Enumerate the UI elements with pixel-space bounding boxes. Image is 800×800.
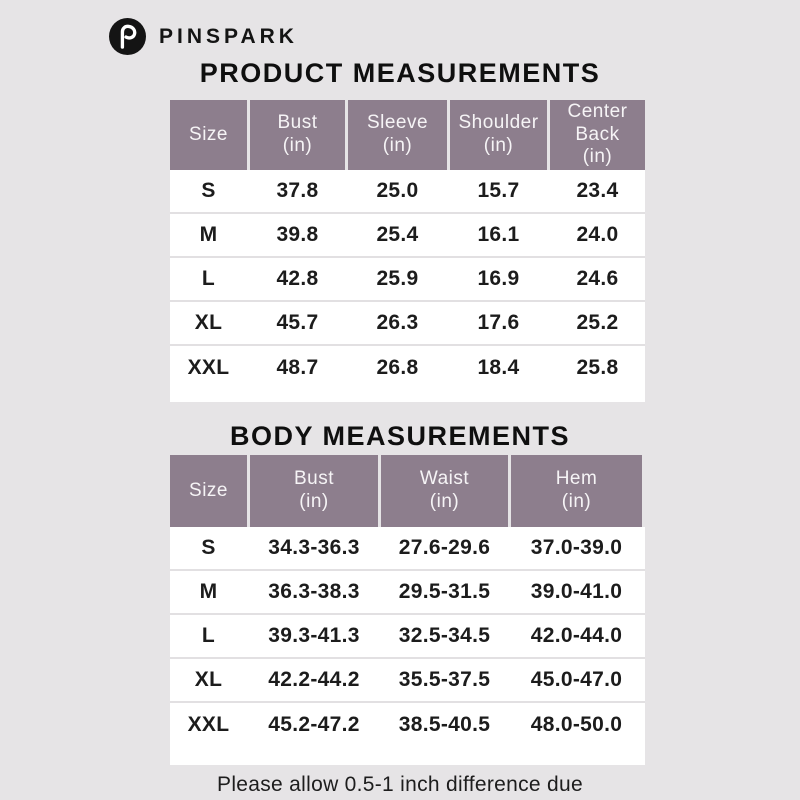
sleeve-cell: 25.4 — [376, 223, 419, 246]
column-header-sleeve: Sleeve (in) — [348, 100, 447, 170]
bust-range-cell: 42.2-44.2 — [268, 668, 360, 691]
bust-range-cell: 45.2-47.2 — [268, 713, 360, 736]
table-row — [170, 527, 645, 571]
center-back-cell: 23.4 — [576, 179, 619, 202]
size-cell: XL — [194, 668, 223, 691]
waist-range-cell: 35.5-37.5 — [398, 668, 491, 691]
size-cell: S — [201, 179, 216, 202]
center-back-cell: 24.6 — [576, 267, 619, 290]
body-measurements-table — [170, 455, 645, 765]
shoulder-cell: 15.7 — [477, 179, 520, 202]
sleeve-cell: 26.8 — [376, 356, 419, 379]
column-header-waist: Waist (in) — [381, 455, 508, 527]
waist-range-cell: 38.5-40.5 — [398, 713, 491, 736]
bust-cell: 42.8 — [276, 267, 319, 290]
size-cell: M — [199, 223, 218, 246]
table-body — [170, 527, 645, 765]
waist-range-cell: 29.5-31.5 — [398, 580, 491, 603]
brand-header — [109, 18, 298, 55]
size-cell: L — [201, 267, 216, 290]
center-back-cell: 25.8 — [576, 356, 619, 379]
table-row — [170, 302, 645, 346]
waist-range-cell: 27.6-29.6 — [398, 536, 491, 559]
size-cell: M — [199, 580, 218, 603]
column-header-bust: Bust (in) — [250, 100, 345, 170]
shoulder-cell: 16.1 — [477, 223, 520, 246]
size-cell: XXL — [187, 356, 230, 379]
table-header-row — [170, 100, 645, 170]
hem-range-cell: 39.0-41.0 — [530, 580, 623, 603]
sleeve-cell: 25.0 — [376, 179, 419, 202]
column-header-bust: Bust (in) — [250, 455, 378, 527]
size-cell: L — [201, 624, 216, 647]
table-row — [170, 214, 645, 258]
sleeve-cell: 26.3 — [376, 311, 419, 334]
table-body — [170, 170, 645, 402]
sleeve-cell: 25.9 — [376, 267, 419, 290]
bust-cell: 39.8 — [276, 223, 319, 246]
table-row — [170, 703, 645, 747]
hem-range-cell: 37.0-39.0 — [530, 536, 623, 559]
product-measurements-table — [170, 100, 645, 402]
bust-cell: 45.7 — [276, 311, 319, 334]
column-header-center-back: Center Back (in) — [550, 100, 645, 170]
tolerance-note: Please allow 0.5-1 inch difference due — [217, 773, 583, 796]
size-cell: XXL — [187, 713, 230, 736]
table-row — [170, 258, 645, 302]
table-row — [170, 346, 645, 390]
hem-range-cell: 45.0-47.0 — [530, 668, 623, 691]
bust-range-cell: 36.3-38.3 — [268, 580, 360, 603]
column-header-size: Size — [170, 455, 247, 527]
column-header-size: Size — [170, 100, 247, 170]
bust-cell: 37.8 — [276, 179, 319, 202]
bust-range-cell: 39.3-41.3 — [268, 624, 360, 647]
hem-range-cell: 48.0-50.0 — [530, 713, 623, 736]
size-cell: S — [201, 536, 216, 559]
shoulder-cell: 18.4 — [477, 356, 520, 379]
product-measurements-title: PRODUCT MEASUREMENTS — [199, 58, 601, 88]
hem-range-cell: 42.0-44.0 — [530, 624, 623, 647]
waist-range-cell: 32.5-34.5 — [398, 624, 491, 647]
body-measurements-title: BODY MEASUREMENTS — [229, 421, 571, 451]
table-row — [170, 170, 645, 214]
bust-cell: 48.7 — [276, 356, 319, 379]
table-row — [170, 615, 645, 659]
brand-name: PINSPARK — [159, 24, 298, 48]
bust-range-cell: 34.3-36.3 — [268, 536, 360, 559]
shoulder-cell: 17.6 — [477, 311, 520, 334]
table-header-row — [170, 455, 645, 527]
column-header-shoulder: Shoulder (in) — [450, 100, 547, 170]
size-cell: XL — [194, 311, 223, 334]
shoulder-cell: 16.9 — [477, 267, 520, 290]
pinspark-logo-icon — [109, 18, 146, 55]
center-back-cell: 24.0 — [576, 223, 619, 246]
table-row — [170, 659, 645, 703]
table-row — [170, 571, 645, 615]
center-back-cell: 25.2 — [576, 311, 619, 334]
column-header-hem: Hem (in) — [511, 455, 642, 527]
